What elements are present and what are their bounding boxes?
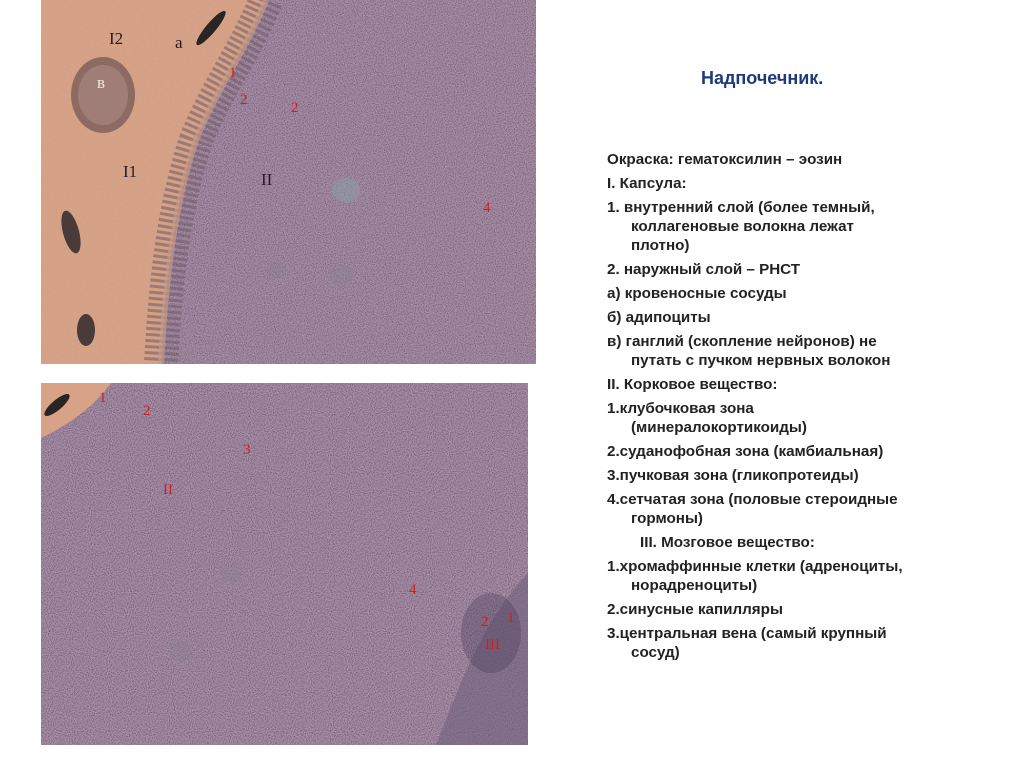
label-ii: II [163,482,173,498]
label-2b: 2 [481,614,489,630]
legend-capsule: I. Капсула: [607,175,687,192]
legend-glom-2: (минералокортикоиды) [631,419,807,436]
legend-sinus: 2.синусные капилляры [607,601,783,618]
label-4: 4 [409,582,417,598]
legend-chrom-2: норадреноциты) [631,577,758,594]
legend-outer: 2. наружный слой – РНСТ [607,261,801,278]
micrograph-bottom [41,383,528,745]
legend-text [607,150,1015,667]
label-i1: I1 [123,162,138,181]
legend-gang-1: в) ганглий (скопление нейронов) не [607,333,877,350]
legend-inner-2: коллагеновые волокна лежат [631,218,854,235]
legend-adipo: б) адипоциты [607,309,711,326]
legend-chrom-1: 1.хромаффинные клетки (адреноциты, [607,558,903,575]
label-ii: II [261,170,273,189]
legend-vein-2: сосуд) [631,644,680,661]
legend-glom-1: 1.клубочковая зона [607,400,754,417]
legend-inner-3: плотно) [631,237,690,254]
legend-retic-1: 4.сетчатая зона (половые стероидные [607,491,898,508]
label-2a: 2 [240,92,248,108]
legend-gang-2: путать с пучком нервных волокон [631,352,891,369]
label-b: в [97,73,106,92]
micrograph-top [41,0,536,364]
legend-vein-1: 3.центральная вена (самый крупный [607,625,887,642]
legend-retic-2: гормоны) [631,510,703,527]
micrograph-top-image [41,0,536,364]
legend-medulla: III. Мозговое вещество: [640,534,815,551]
label-iii: III [485,637,500,653]
legend-fasc: 3.пучковая зона (гликопротеиды) [607,467,859,484]
legend-sudan: 2.суданофобная зона (камбиальная) [607,443,884,460]
label-2: 2 [143,403,151,419]
legend-cortex: II. Корковое вещество: [607,376,778,393]
page-title: Надпочечник. [701,68,824,88]
label-4: 4 [483,200,491,216]
label-2b: 2 [291,100,299,116]
label-3: 3 [243,442,251,458]
legend-stain: Окраска: гематоксилин – эозин [607,151,843,168]
label-1: 1 [99,390,107,406]
label-i2: I2 [109,29,124,48]
micrograph-bottom-image [41,383,528,745]
legend-inner-1: 1. внутренний слой (более темный, [607,199,875,216]
label-a: а [175,33,183,52]
legend-vessels: а) кровеносные сосуды [607,285,787,302]
label-1b: 1 [507,610,515,626]
label-1: 1 [229,65,237,81]
